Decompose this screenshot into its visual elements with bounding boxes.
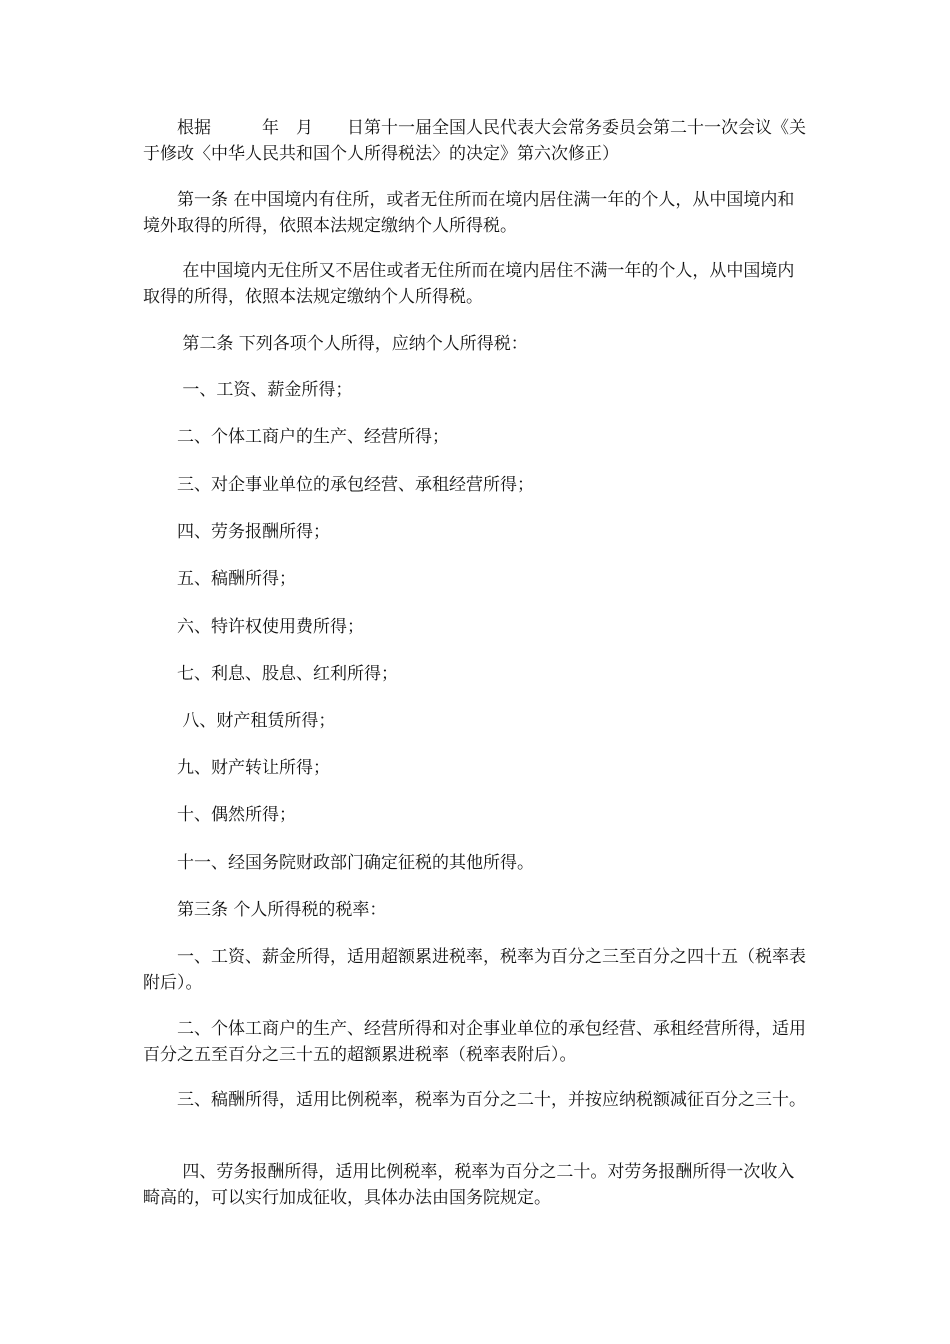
intro-text: 根据 年 月 日第十一届全国人民代表大会常务委员会第二十一次会议《关于修改〈中华人民共和国个人所得税法〉的决定》第六次修正） [143,118,806,164]
rate-clause-text: 二、个体工商户的生产、经营所得和对企事业单位的承包经营、承租经营所得，适用百分之五至百分之三十五的超额累进税率（税率表附后）。 [143,1019,806,1065]
intro-paragraph [143,115,807,167]
list-item [143,708,807,734]
rate-clause-3 [143,1087,807,1113]
list-item [143,661,807,687]
rate-clause-text: 三、稿酬所得，适用比例税率，税率为百分之二十，并按应纳税额减征百分之三十。 [143,1090,806,1110]
list-item-text: 八、财产租赁所得； [143,711,336,731]
article-1-text: 第一条 在中国境内有住所，或者无住所而在境内居住满一年的个人，从中国境内和境外取得的所得，依照本法规定缴纳个人所得税。 [143,190,795,236]
list-item [143,566,807,592]
list-item [143,614,807,640]
list-item-text: 十、偶然所得； [143,805,296,825]
list-item-text: 七、利息、股息、红利所得； [143,664,398,684]
list-item-text: 六、特许权使用费所得； [143,617,364,637]
rate-clause-4 [143,1159,807,1211]
list-item-text: 九、财产转让所得； [143,758,330,778]
list-item [143,377,807,403]
article-1-clause-2 [143,258,807,310]
list-item [143,802,807,828]
article-3-heading [143,897,807,923]
list-item [143,472,807,498]
list-item-text: 四、劳务报酬所得； [143,522,330,542]
rate-clause-1 [143,944,807,996]
list-item-text: 二、个体工商户的生产、经营所得； [143,427,449,447]
article-1-paragraph [143,187,807,239]
article-2-text: 第二条 下列各项个人所得，应纳个人所得税： [143,334,528,354]
list-item-text: 一、工资、薪金所得； [143,380,353,400]
article-2-heading [143,331,807,357]
list-item-text: 十一、经国务院财政部门确定征税的其他所得。 [143,853,534,873]
list-item [143,850,807,876]
list-item [143,519,807,545]
list-item [143,424,807,450]
rate-clause-text: 四、劳务报酬所得，适用比例税率，税率为百分之二十。对劳务报酬所得一次收入畸高的，可以实行加成征收，具体办法由国务院规定。 [143,1162,795,1208]
article-3-text: 第三条 个人所得税的税率： [143,900,387,920]
article-1-clause-2-text: 在中国境内无住所又不居住或者无住所而在境内居住不满一年的个人，从中国境内取得的所得，依照本法规定缴纳个人所得税。 [143,261,795,307]
list-item-text: 五、稿酬所得； [143,569,296,589]
rate-clause-2 [143,1016,807,1068]
rate-clause-text: 一、工资、薪金所得，适用超额累进税率，税率为百分之三至百分之四十五（税率表附后）。 [143,947,806,993]
list-item-text: 三、对企事业单位的承包经营、承租经营所得； [143,475,534,495]
list-item [143,755,807,781]
